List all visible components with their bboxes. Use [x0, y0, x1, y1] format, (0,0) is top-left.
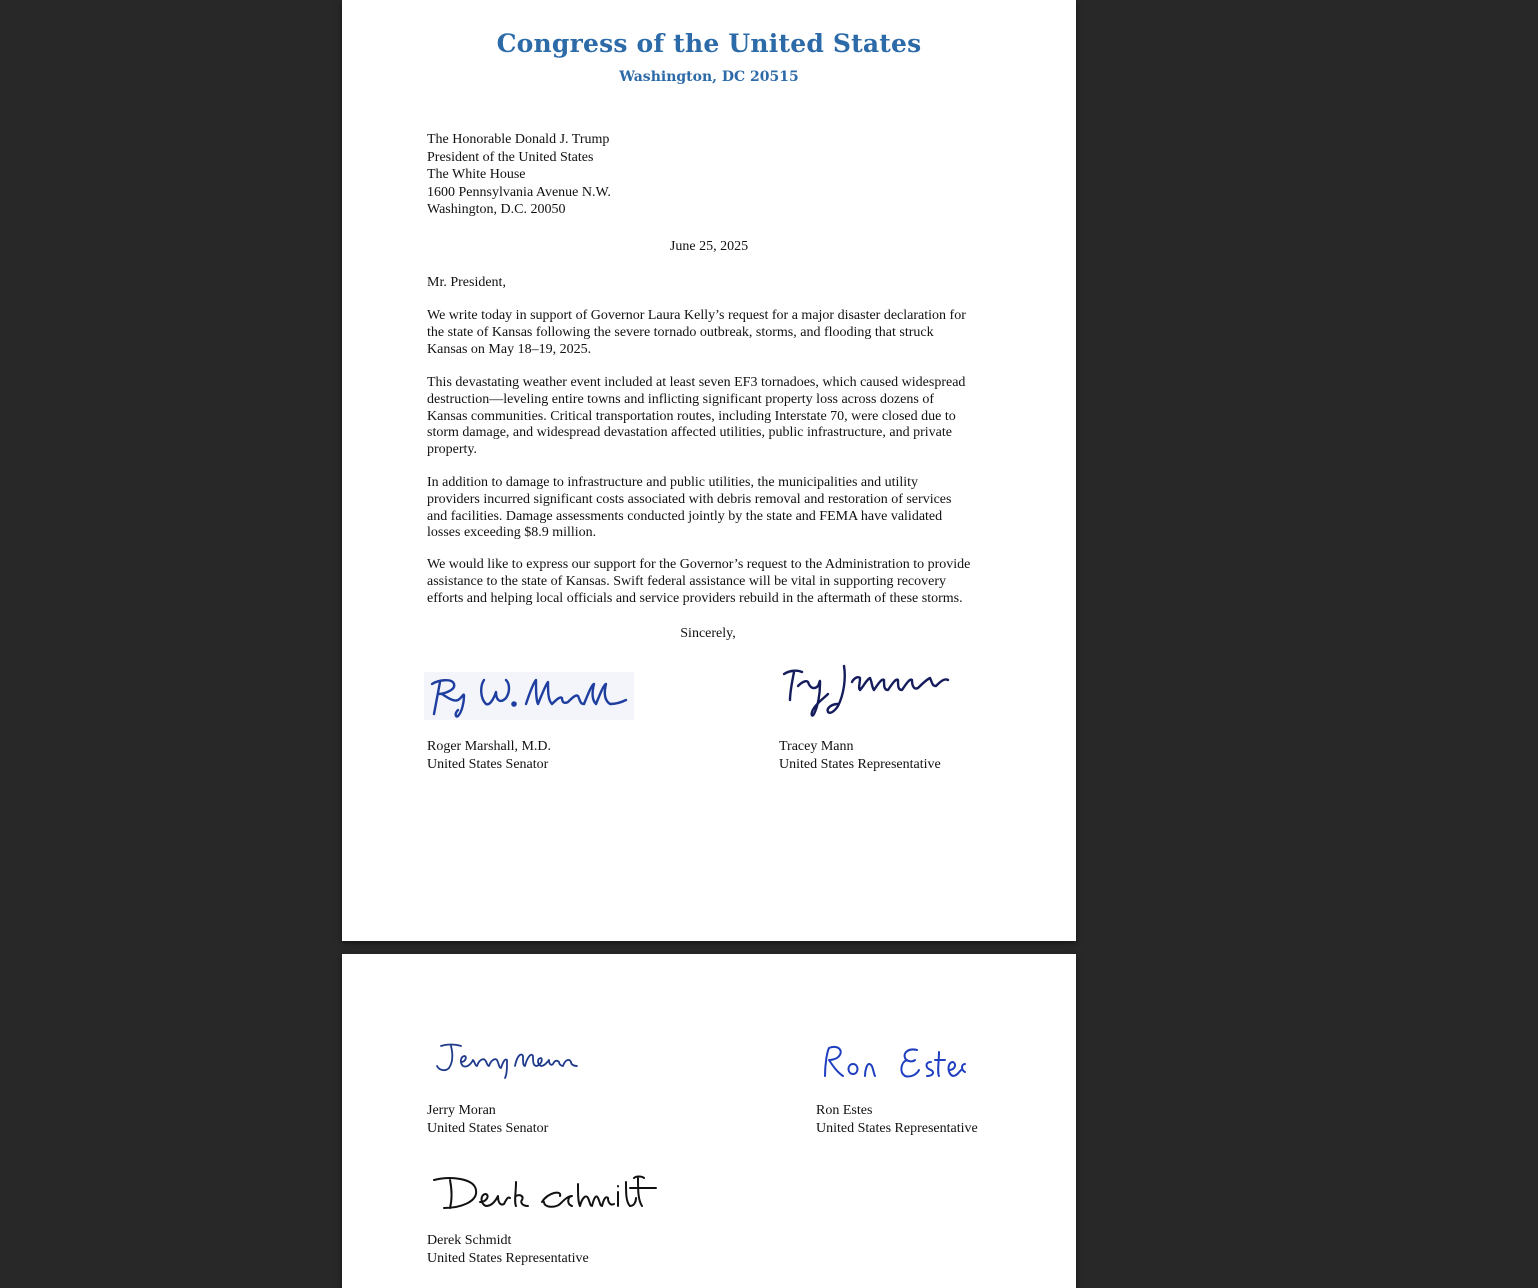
signature-ron-estes	[819, 1042, 969, 1084]
signer-block	[427, 1102, 548, 1138]
document-page-1	[342, 0, 1076, 941]
address-line: The Honorable Donald J. Trump	[427, 132, 610, 147]
signer-name: Jerry Moran	[427, 1103, 496, 1118]
address-line: The White House	[427, 167, 526, 183]
signature-tracey-mann	[780, 660, 955, 722]
paragraph-line: providers incurred significant costs associated with debris removal and restoration of services	[427, 491, 952, 507]
paragraph-line: property.	[427, 442, 478, 458]
signature-derek-schmidt	[430, 1172, 660, 1216]
signer-name: Ron Estes	[816, 1103, 873, 1118]
signer-title: United States Representative	[779, 757, 941, 772]
address-line: 1600 Pennsylvania Avenue N.W.	[427, 184, 611, 200]
signer-name: Tracey Mann	[779, 739, 854, 754]
signer-block	[427, 738, 551, 774]
salutation: Mr. President,	[427, 275, 506, 290]
paragraph-line: Kansas communities. Critical transportation routes, including Interstate 70, were closed due to	[427, 408, 956, 424]
paragraph-line: This devastating weather event included at least seven EF3 tornadoes, which caused widespread	[427, 375, 966, 390]
signer-block	[816, 1102, 978, 1138]
paragraph-line: assistance to the state of Kansas. Swift federal assistance will be vital in supporting recovery	[427, 573, 947, 589]
letterhead-title: Congress of the United States	[496, 29, 922, 58]
signer-title: United States Senator	[427, 757, 549, 772]
paragraph-line: We would like to express our support for the Governor’s request to the Administration to provide	[427, 557, 971, 572]
paragraph-3	[427, 475, 1007, 542]
signer-block	[427, 1232, 589, 1268]
paragraph-line: We write today in support of Governor Laura Kelly’s request for a major disaster declaration for	[427, 308, 966, 323]
paragraph-line: In addition to damage to infrastructure and public utilities, the municipalities and utility	[427, 475, 919, 490]
paragraph-line: losses exceeding $8.9 million.	[427, 525, 597, 541]
paragraph-4	[427, 557, 1007, 607]
signer-title: United States Senator	[427, 1121, 549, 1136]
address-line: Washington, D.C. 20050	[427, 202, 566, 218]
signature-roger-marshall	[424, 672, 634, 720]
signer-name: Derek Schmidt	[427, 1233, 512, 1248]
paragraph-1	[427, 308, 1007, 358]
signer-name: Roger Marshall, M.D.	[427, 739, 552, 754]
paragraph-line: destruction—leveling entire towns and inflicting significant property loss across dozens of	[427, 391, 934, 407]
paragraph-2	[427, 375, 1007, 459]
paragraph-line: the state of Kansas following the severe tornado outbreak, storms, and flooding that struck	[427, 324, 934, 340]
letter-date: June 25, 2025	[669, 239, 749, 254]
signature-jerry-moran	[435, 1040, 580, 1080]
document-page-2	[342, 954, 1076, 1288]
signer-title: United States Representative	[427, 1251, 589, 1266]
signer-title: United States Representative	[816, 1121, 978, 1136]
paragraph-line: storm damage, and widespread devastation affected utilities, public infrastructure, and private	[427, 425, 952, 441]
paragraph-line: and facilities. Damage assessments conducted jointly by the state and FEMA have validated	[427, 508, 943, 524]
letterhead-subtitle: Washington, DC 20515	[619, 69, 799, 85]
recipient-address	[427, 131, 611, 219]
paragraph-line: Kansas on May 18–19, 2025.	[427, 341, 592, 357]
address-line: President of the United States	[427, 149, 594, 165]
signer-block	[779, 738, 941, 774]
paragraph-line: efforts and helping local officials and service providers rebuild in the aftermath of these storms.	[427, 590, 963, 606]
closing: Sincerely,	[680, 626, 736, 641]
